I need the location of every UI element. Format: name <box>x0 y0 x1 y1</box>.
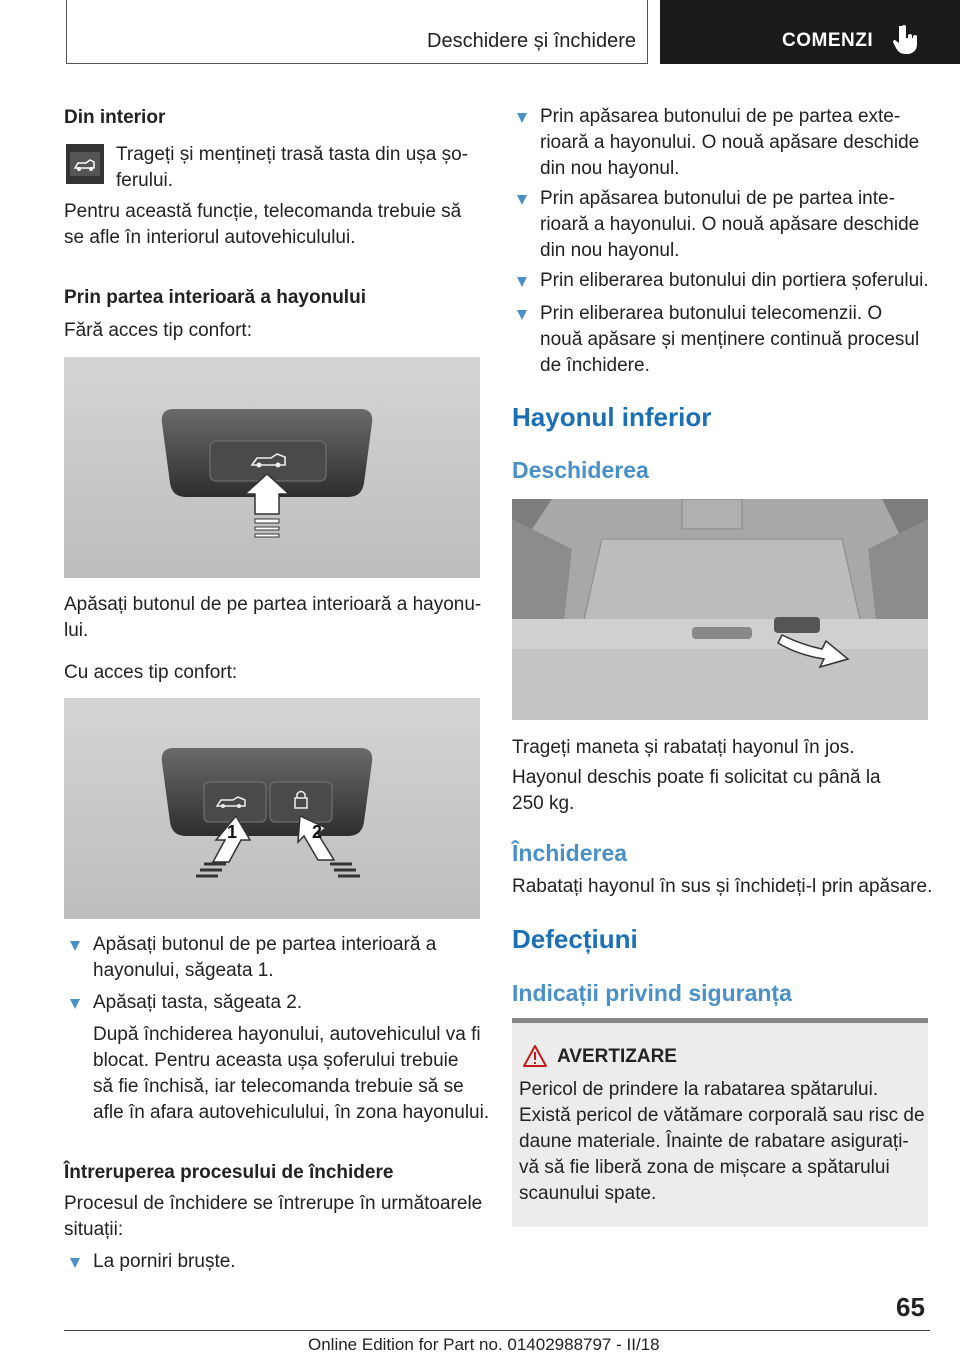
warning-line-4: vă să fie liberă zona de mișcare a spătarului <box>519 1157 890 1178</box>
heading-indicatii: Indicații privind siguranța <box>512 980 792 1006</box>
apasati-text-1: Apăsați butonul de pe partea interioară a hayonu- <box>64 594 482 615</box>
warning-title: AVERTIZARE <box>557 1046 677 1067</box>
right-bullet-2-line-1: Prin apăsarea butonului de pe partea inte- <box>540 188 895 209</box>
right-bullet-4-line-2: nouă apăsare și menținere continuă procesul <box>540 329 920 350</box>
din-interior-text-2: ferului. <box>116 170 174 191</box>
trageti-text: Trageți maneta și rabatați hayonul în jos. <box>512 737 855 758</box>
warning-line-5: scaunului spate. <box>519 1183 657 1204</box>
right-bullet-4-line-3: de închidere. <box>540 355 650 376</box>
right-bullet-1-line-1: Prin apăsarea butonului de pe partea exte- <box>540 106 901 127</box>
heading-defectiuni: Defecțiuni <box>512 924 638 954</box>
photo-button-no-comfort <box>64 357 480 578</box>
right-bullet-1-line-3: din nou hayonul. <box>540 158 680 179</box>
arrow-label-1: 1 <box>227 822 238 842</box>
left-bullet-1-line-2: hayonului, săgeata 1. <box>93 960 274 981</box>
right-bullet-2-line-2: rioară a hayonului. O nouă apăsare deschide <box>540 214 920 235</box>
la-porniri-text: La porniri bruște. <box>93 1251 236 1272</box>
procesul-text-1: Procesul de închidere se întrerupe în următoarele <box>64 1193 483 1214</box>
cu-acces-text: Cu acces tip confort: <box>64 662 238 683</box>
dupa-line-4: afle în afara autovehiculului, în zona hayonului. <box>93 1102 490 1123</box>
footer-rule <box>64 1330 864 1331</box>
right-bullet-4-line-1: Prin eliberarea butonului telecomenzii. O <box>540 303 883 324</box>
warning-line-2: Există pericol de vătămare corporală sau risc de <box>519 1105 925 1126</box>
warning-line-3: daune materiale. Înainte de rabatare asigurați- <box>519 1131 909 1152</box>
dupa-line-1: După închiderea hayonului, autovehiculul va fi <box>93 1024 481 1045</box>
photo-button-comfort <box>64 698 480 919</box>
din-interior-text-1: Trageți și mențineți trasă tasta din ușa șo- <box>116 144 469 165</box>
hayonul-deschis-text-1: Hayonul deschis poate fi solicitat cu până la <box>512 767 881 788</box>
photo-trunk-lower-tailgate <box>512 499 928 720</box>
bullet-triangle-icon <box>517 277 527 287</box>
trunk-switch-icon <box>66 144 104 184</box>
heading-prin-partea: Prin partea interioară a hayonului <box>64 287 366 308</box>
header-section-title: Deschidere și închidere <box>427 30 636 52</box>
bullet-triangle-icon <box>517 113 527 123</box>
right-bullet-2-line-3: din nou hayonul. <box>540 240 680 261</box>
fara-acces-text: Fără acces tip confort: <box>64 320 252 341</box>
heading-hayonul-inferior: Hayonul inferior <box>512 402 712 432</box>
dupa-line-3: să fie închisă, iar telecomanda trebuie să se <box>93 1076 464 1097</box>
warning-triangle-icon <box>522 1044 548 1068</box>
footer-edition: Online Edition for Part no. 01402988797 - II/18 <box>308 1335 660 1354</box>
dupa-line-2: blocat. Pentru aceasta ușa șoferului trebuie <box>93 1050 459 1071</box>
heading-inchiderea: Închiderea <box>512 840 628 866</box>
apasati-text-2: lui. <box>64 620 89 641</box>
hand-pointer-icon <box>892 24 920 54</box>
bullet-triangle-icon <box>517 195 527 205</box>
page-number: 65 <box>896 1292 925 1322</box>
left-bullet-1-line-1: Apăsați butonul de pe partea interioară a <box>93 934 437 955</box>
bullet-triangle-icon <box>517 310 527 320</box>
functie-text-2: se afle în interiorul autovehiculului. <box>64 227 356 248</box>
bullet-triangle-icon <box>70 941 80 951</box>
left-bullet-2-line-1: Apăsați tasta, săgeata 2. <box>93 992 303 1013</box>
header-chapter-title: COMENZI <box>782 30 874 51</box>
right-bullet-3-line-1: Prin eliberarea butonului din portiera șoferului. <box>540 270 929 291</box>
hayonul-deschis-text-2: 250 kg. <box>512 793 575 814</box>
rabatati-text: Rabatați hayonul în sus și închideți-l prin apăsare. <box>512 876 933 897</box>
footer-rule-page <box>864 1330 930 1331</box>
bullet-triangle-icon <box>70 1258 80 1268</box>
right-bullet-1-line-2: rioară a hayonului. O nouă apăsare deschide <box>540 132 920 153</box>
heading-din-interior: Din interior <box>64 107 166 128</box>
warning-line-1: Pericol de prindere la rabatarea spătarului. <box>519 1079 879 1100</box>
arrow-label-2: 2 <box>312 822 323 842</box>
functie-text-1: Pentru această funcție, telecomanda trebuie să <box>64 201 462 222</box>
heading-intreruperea: Întreruperea procesului de închidere <box>64 1162 394 1183</box>
procesul-text-2: situații: <box>64 1219 124 1240</box>
heading-deschiderea: Deschiderea <box>512 457 649 483</box>
bullet-triangle-icon <box>70 999 80 1009</box>
